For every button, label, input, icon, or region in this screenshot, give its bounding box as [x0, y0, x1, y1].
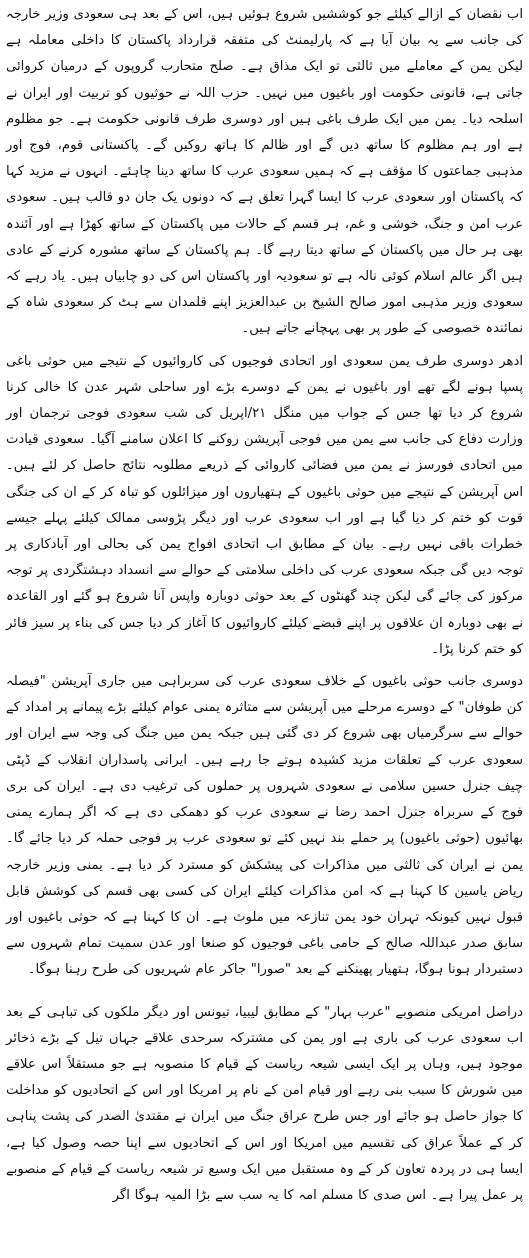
paragraph-1: اب نقصان کے ازالے کیلئے جو کوششیں شروع ہوئیں ہیں، اس کے بعد ہی سعودی وزیر خارجہ کی جانب سے یہ بیان آیا ہے کہ پارلیمنٹ کی متفقہ قرارداد پاکستان کا داخلی معاملہ ہے لیکن یمن کے معاملے میں ثالثی تو ایک مذاق ہے۔ صلح متحارب گروپوں کے درمیان کروائی جاتی ہے، قانونی حکومت اور باغیوں میں نہیں۔ حزب اللہ نے حوثیوں کو تربیت اور ایران نے اسلحہ دیا۔ یمن میں ایک طرف باغی ہیں اور دوسری طرف قانونی حکومت ہے۔ جو مظلوم ہے اور ہم مظلوم کا ساتھ دیں گے اور ظالم کا ہاتھ روکیں گے۔ پاکستانی قوم، فوج اور مذہبی جماعتوں کا مؤقف ہے کہ ہمیں سعودی عرب کا ساتھ دینا چاہئے۔ انہوں نے مزید کہا کہ پاکستان اور سعودی عرب کا ایسا گہرا تعلق ہے کہ دونوں یک جان دو قالب ہیں۔ سعودی عرب امن و جنگ، خوشی و غم، ہر قسم کے حالات میں پاکستان کے ساتھ کھڑا ہے اور آئندہ بھی ہر حال میں پاکستان کے ساتھ دیتا رہے گا۔ ہم پاکستان کے ساتھ مشورہ کرنے کے عادی ہیں اگر عالم اسلام کوئی نالہ ہے تو سعودیہ اور پاکستان اس کی دو چابیاں ہیں۔ یاد رہے کہ سعودی وزیر مذہبی امور صالح الشیخ بن عبدالعزیز اپنے قلمدان سے ہٹ کر سعودی شاہ کے نمائندہ خصوصی کے طور پر بھی پہچانے جاتے ہیں۔	[6, 7, 523, 337]
paragraph-4: دراصل امریکی منصوبے "عرب بہار" کے مطابق لیبیا، تیونس اور دیگر ملکوں کی تباہی کے بعد اب سعودی عرب کی باری ہے اور یمن کی مشترکہ سرحدی علاقے جہاں تیل کے بڑے ذخائر موجود ہیں، وہاں پر ایک ایسی شیعہ ریاست کے قیام کا منصوبہ ہے جو مستقلاً اس علاقے میں شورش کا سبب بنی رہے اور قیام امن کے نام پر امریکا اور اس کے اتحادیوں کو مداخلت کا جواز حاصل ہو جائے اور جس طرح عراق جنگ میں ایران نے مقتدیٰ الصدر کی پشت پناہی کر کے عملاً عراق کی تقسیم میں امریکا اور اس کے اتحادیوں سے اپنا حصہ وصول کیا ہے، ایسا ہی در پردہ تعاون کر کے وہ مستقبل میں ایک وسیع تر شیعہ ریاست کے قیام کے منصوبے پر عمل پیرا ہے۔ اس صدی کا مسلم امہ کا یہ سب سے بڑا المیہ ہوگا اگر	[6, 1004, 523, 1203]
paragraph-spacer	[6, 984, 523, 1000]
paragraph-2: ادھر دوسری طرف یمن سعودی اور اتحادی فوجیوں کی کاروائیوں کے نتیجے میں حوثی باغی پسپا ہونے لگے تھے اور باغیوں نے یمن کے دوسرے بڑے اور ساحلی شہر عدن کا خالی کرنا شروع کر دیا تھا جس کے جواب میں منگل ۲۱/اپریل کی شب سعودی فوجی ترجمان اور وزارت دفاع کی جانب سے یمن میں فوجی آپریشن روکنے کا اعلان سامنے آگیا۔ سعودی قیادت میں اتحادی فورسز نے یمن میں فضائی کاروائی کے ذریعے مطلوبہ نتائج حاصل کر لئے ہیں۔ اس آپریشن کے نتیجے میں حوثی باغیوں کے ہتھیاروں اور میزائلوں کو تباہ کر کے ان کی جنگی قوت کو ختم کر دیا گیا ہے اور اب سعودی عرب اور دیگر پڑوسی ممالک کیلئے پہلے جیسے خطرات باقی نہیں رہے۔ بیان کے مطابق اب اتحادی افواج یمن کی بحالی اور آبادکاری پر توجہ دیں گی جبکہ سعودی عرب کی داخلی سلامتی کے حوالے سے انسداد دہشتگردی پر توجہ مرکوز کی جائے گی لیکن چند گھنٹوں کے بعد حوثی دوبارہ واپس آنا شروع ہو گئے اور القاعدہ نے بھی دوبارہ ان علاقوں پر اپنے قبضے کیلئے کاروائیوں کا آغاز کر دیا جس کی بناء پر سیز فائر کو ختم کرنا پڑا۔	[6, 353, 523, 657]
paragraph-3: دوسری جانب حوثی باغیوں کے خلاف سعودی عرب کی سربراہی میں جاری آپریشن "فیصلہ کن طوفان" کے دوسرے مرحلے میں آپریشن سے متاثرہ یمنی عوام کیلئے بڑے پیمانے پر امداد کے حوالے سے سرگرمیاں بھی شروع کر دی گئی ہیں جبکہ یمن میں جنگ کی وجہ سے ایران اور سعودی عرب کے تعلقات مزید کشیدہ ہوتے جا رہے ہیں۔ ایرانی پاسداران انقلاب کے ڈپٹی چیف جنرل حسین سلامی نے سعودی شہروں پر حملوں کی ترغیب دی ہے۔ ایران کی بری فوج کے سربراہ جنرل احمد رضا نے سعودی عرب کو دھمکی دی ہے کہ اگر ہمارے یمنی بھائیوں (حوثی باغیوں) پر حملے بند نہیں کئے تو سعودی عرب پر فوجی حملہ کر دیا جائے گا۔ یمن نے ایران کی ثالثی میں مذاکرات کی پیشکش کو مسترد کر دیا ہے۔ یمنی وزیر خارجہ ریاض یاسین کا کہنا ہے کہ امن مذاکرات کیلئے ایران کی کسی بھی قسم کی کوشش قابل قبول نہیں کیونکہ تہران خود یمن تنازعہ میں ملوث ہے۔ ان کا کہنا ہے کہ حوثی باغیوں اور سابق صدر عبداللہ صالح کے حامی باغی فوجیوں کو صنعا اور عدن سمیت تمام شہروں سے دستبردار ہونا ہوگا، ہتھیار پھینکنے کے بعد "صورا" جاکر عام شہریوں کی طرح رہنا ہوگا۔	[6, 674, 523, 978]
